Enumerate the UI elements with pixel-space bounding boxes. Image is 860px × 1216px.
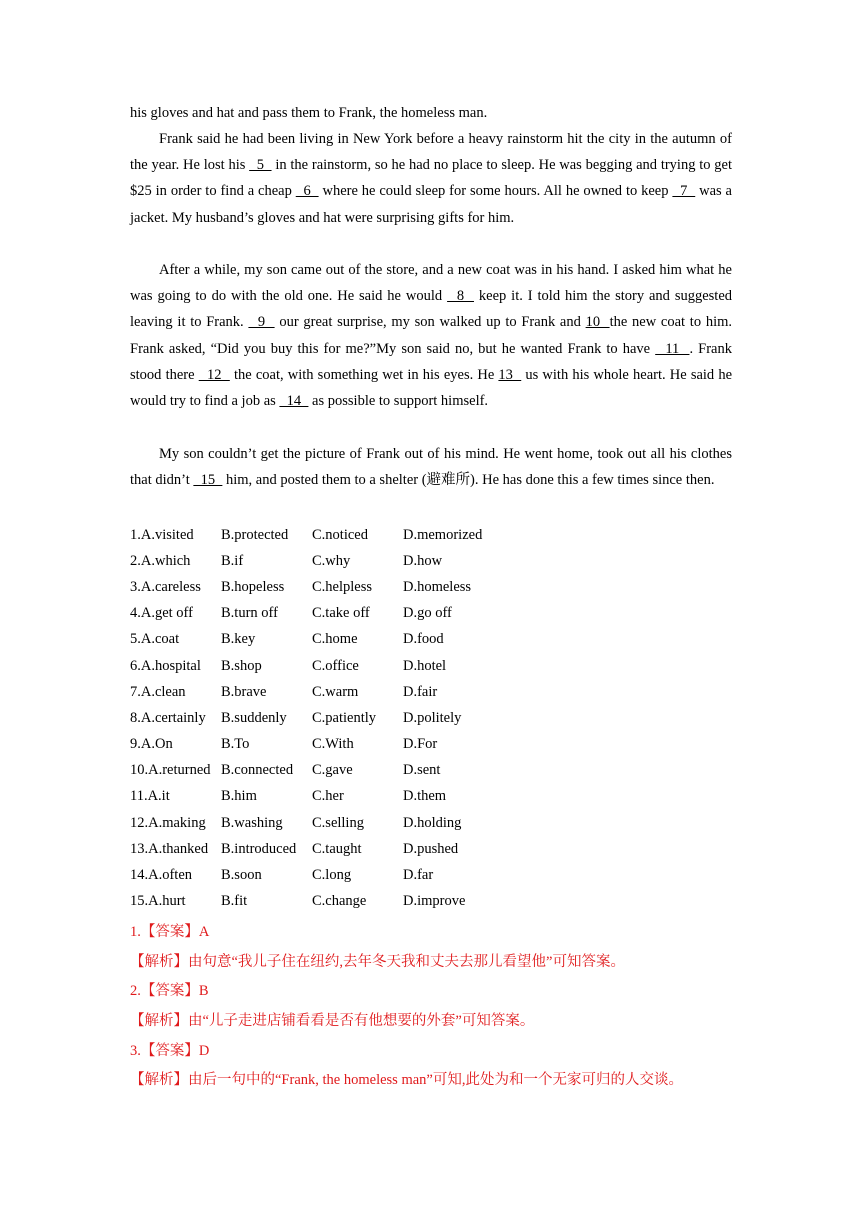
option-choice: 2.A.which — [130, 552, 191, 569]
option-row — [130, 522, 523, 548]
option-choice: 6.A.hospital — [130, 657, 201, 674]
blank-15: 15 — [193, 472, 223, 489]
option-choice: B.turn off — [221, 605, 278, 622]
option-choice: 8.A.certainly — [130, 709, 206, 726]
paragraph-text: us with his whole heart. He said he would try to find a job as — [130, 366, 733, 410]
paragraph-text: . Frank stood there — [130, 340, 732, 383]
option-choice: D.politely — [403, 709, 462, 726]
blank-5: 5 — [249, 157, 272, 174]
blank-11: 11 — [655, 340, 690, 357]
explanation-line: 【解析】由后一句中的“Frank, the homeless man”可知,此处为和一个无家可归的人交谈。 — [130, 1072, 683, 1089]
option-choice: D.them — [403, 788, 447, 805]
option-row — [130, 601, 523, 627]
option-choice: B.connected — [221, 762, 294, 779]
option-choice: 13.A.thanked — [130, 840, 209, 857]
option-choice: B.key — [221, 631, 256, 648]
paragraph-text: Frank said he had been living in New York before a heavy rainstorm hit the city in the autumn of the year. He lost his — [130, 131, 732, 174]
option-choice: D.how — [403, 552, 443, 569]
paragraph-text: his gloves and hat and pass them to Frank, the homeless man. — [130, 105, 488, 121]
option-choice: B.introduced — [221, 840, 297, 857]
option-choice: C.warm — [312, 683, 359, 700]
option-choice: C.why — [312, 552, 351, 569]
option-choice: D.memorized — [403, 526, 483, 543]
option-choice: B.suddenly — [221, 709, 287, 726]
option-choice: C.taught — [312, 840, 362, 857]
option-choice: B.To — [221, 736, 250, 753]
answers-section — [130, 916, 683, 1094]
option-choice: D.hotel — [403, 657, 447, 674]
option-row — [130, 732, 523, 758]
option-choice: B.him — [221, 788, 257, 805]
option-row — [130, 653, 523, 679]
paragraph-text: keep it. I told him the story and suggested leaving it to Frank. — [130, 288, 733, 331]
option-choice: 11.A.it — [130, 788, 170, 805]
option-choice: D.food — [403, 631, 444, 648]
blank-6: 6 — [295, 183, 319, 200]
option-choice: 7.A.clean — [130, 683, 186, 700]
option-choice: D.far — [403, 867, 434, 884]
option-row — [130, 574, 523, 600]
option-row — [130, 889, 523, 915]
paragraph-text: our great surprise, my son walked up to Frank and — [274, 314, 586, 331]
option-choice: D.pushed — [403, 840, 459, 857]
option-choice: B.brave — [221, 683, 267, 700]
paragraph-text: My son couldn’t get the picture of Frank out of his mind. He went home, took out all his clothes that didn’t — [130, 446, 732, 489]
option-row — [130, 627, 523, 653]
option-choice: 12.A.making — [130, 814, 206, 831]
option-choice: C.noticed — [312, 526, 368, 543]
options-list — [130, 522, 523, 915]
blank-10: 10 — [585, 314, 610, 331]
option-choice: D.holding — [403, 814, 462, 831]
blank-12: 12 — [198, 366, 230, 383]
option-choice: B.washing — [221, 814, 283, 831]
passage-paragraph-3 — [130, 441, 732, 493]
option-choice: B.if — [221, 552, 244, 569]
option-choice: C.gave — [312, 762, 353, 779]
option-choice: 4.A.get off — [130, 605, 193, 622]
option-row — [130, 705, 523, 731]
option-choice: C.With — [312, 736, 354, 753]
answer-line: 1.【答案】A — [130, 924, 210, 941]
option-row — [130, 548, 523, 574]
option-choice: D.go off — [403, 605, 452, 622]
option-row — [130, 758, 523, 784]
paragraph-text: After a while, my son came out of the store, and a new coat was in his hand. I asked him what he was going to do with the old one. He said he would — [130, 262, 732, 305]
blank-9: 9 — [248, 314, 275, 331]
answer-line: 2.【答案】B — [130, 983, 209, 1000]
option-choice: 5.A.coat — [130, 631, 180, 648]
option-choice: C.her — [312, 788, 344, 805]
explanation-line: 【解析】由句意“我儿子住在纽约,去年冬天我和丈夫去那儿看望他”可知答案。 — [130, 953, 625, 970]
option-choice: 10.A.returned — [130, 762, 211, 779]
option-choice: 14.A.often — [130, 867, 193, 884]
paragraph-text: where he could sleep for some hours. All he owned to keep — [318, 183, 673, 200]
passage-paragraph-2 — [130, 257, 732, 414]
option-choice: D.improve — [403, 893, 466, 910]
answer-line: 3.【答案】D — [130, 1042, 210, 1059]
option-choice: B.soon — [221, 867, 262, 884]
option-choice: C.take off — [312, 605, 370, 622]
explanation-line: 【解析】由“儿子走进店铺看看是否有他想要的外套”可知答案。 — [130, 1013, 535, 1030]
blank-14: 14 — [279, 393, 309, 410]
paragraph-text: the coat, with something wet in his eyes. He — [229, 366, 499, 383]
blank-7: 7 — [672, 183, 696, 200]
option-choice: D.For — [403, 736, 438, 753]
option-choice: C.helpless — [312, 578, 373, 595]
blank-8: 8 — [447, 288, 474, 305]
option-choice: 15.A.hurt — [130, 893, 186, 910]
option-row — [130, 810, 523, 836]
option-choice: C.selling — [312, 814, 364, 831]
option-choice: C.home — [312, 631, 358, 648]
option-row — [130, 679, 523, 705]
option-choice: B.protected — [221, 526, 289, 543]
option-choice: C.patiently — [312, 709, 377, 726]
blank-13: 13 — [498, 366, 522, 383]
option-choice: 9.A.On — [130, 736, 173, 753]
passage-paragraph-0 — [130, 100, 732, 126]
option-choice: D.fair — [403, 683, 438, 700]
option-choice: C.change — [312, 893, 367, 910]
option-row — [130, 862, 523, 888]
option-choice: 3.A.careless — [130, 578, 201, 595]
paragraph-text: as possible to support himself. — [308, 393, 489, 410]
option-choice: 1.A.visited — [130, 526, 194, 543]
paragraph-text: was a jacket. My husband’s gloves and hat were surprising gifts for him. — [130, 183, 732, 226]
option-choice: C.office — [312, 657, 359, 674]
paragraph-text: in the rainstorm, so he had no place to sleep. He was begging and trying to get $25 in order to find a cheap — [130, 157, 732, 200]
option-choice: B.hopeless — [221, 578, 285, 595]
option-row — [130, 836, 523, 862]
option-choice: D.homeless — [403, 578, 472, 595]
option-choice: B.shop — [221, 657, 262, 674]
option-choice: B.fit — [221, 893, 248, 910]
passage-paragraph-1 — [130, 126, 732, 231]
paragraph-text: the new coat to him. Frank asked, “Did you buy this for me?”My son said no, but he wanted Frank to have — [130, 314, 732, 357]
paragraph-text: him, and posted them to a shelter (避难所). He has done this a few times since then. — [222, 472, 715, 489]
option-choice: D.sent — [403, 762, 441, 779]
option-choice: C.long — [312, 867, 352, 884]
option-row — [130, 784, 523, 810]
